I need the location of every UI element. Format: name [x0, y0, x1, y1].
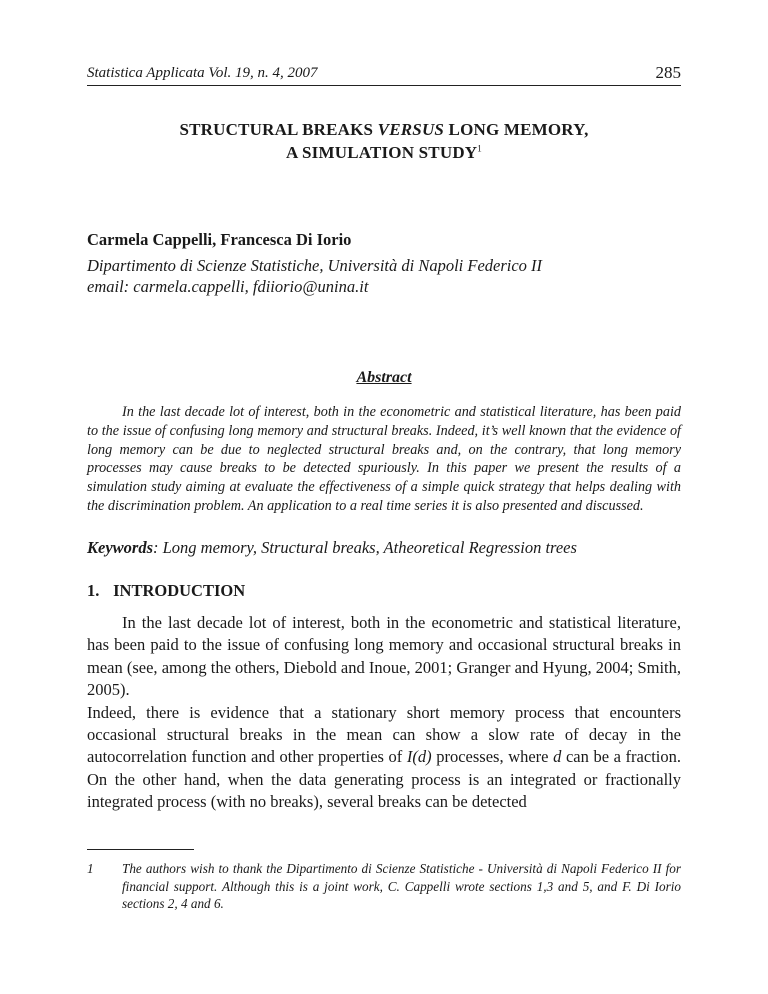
title-text-a: STRUCTURAL BREAKS — [179, 120, 378, 139]
title-line-1 — [87, 118, 681, 141]
title-footnote-ref[interactable]: 1 — [477, 143, 482, 154]
keywords-list: : Long memory, Structural breaks, Atheoretical Regression trees — [153, 538, 577, 557]
affiliation-institution: Dipartimento di Scienze Statistiche, Università di Napoli Federico II — [87, 256, 543, 275]
title-line-2 — [87, 141, 681, 164]
abstract-heading: Abstract — [356, 369, 412, 386]
affiliation — [87, 255, 542, 297]
keywords-label: Keywords — [87, 538, 153, 557]
paper-title — [87, 118, 681, 164]
author-list: Carmela Cappelli, Francesca Di Iorio — [87, 230, 352, 249]
body-text-segment: can be a fraction. On the other hand, when the data generating process is an integrated or fractionally integrated process (with no breaks), several breaks can be detected — [87, 747, 681, 812]
section-number: 1. — [87, 581, 100, 600]
title-text-b: LONG MEMORY, — [444, 120, 589, 139]
footnote-text: The authors wish to thank the Dipartimento di Scienze Statistiche - Università di Napoli Federico II for financial support. Although this is a joint work, C. Cappelli wrote sections 1,3 and 5, and F. Di Iorio sections 2, 4 and 6. — [122, 861, 681, 911]
body-paragraph-1: In the last decade lot of interest, both in the econometric and statistical literature, has been paid to the issue of confusing long memory and occasional structural breaks in mean (see, among the others, Diebold and Inoue, 2001; Granger and Hyung, 2004; Smith, 2005). — [87, 613, 681, 700]
body-text-segment: Indeed, there is evidence that a stationary short memory process that encounters occasional structural breaks in the mean can show a slow rate of decay in the autocorrelation function and other properties of — [87, 702, 681, 767]
running-header — [87, 63, 681, 86]
section-heading — [87, 581, 245, 601]
abstract-body: In the last decade lot of interest, both in the econometric and statistical literature, has been paid to the issue of confusing long memory and structural breaks. Indeed, it’s well known that the evidence of long memory can be due to neglected structural breaks and, on the contrary, that long memory processes may cause breaks to be detected spuriously. In this paper we present the results of a simulation study aiming at evaluate the effectiveness of a simple quick strategy that helps dealing with the discrimination problem. An application to a real time series it is also presented and discussed. — [87, 404, 681, 514]
footnote-divider — [87, 849, 194, 850]
title-emphasis: VERSUS — [377, 120, 445, 139]
footnote-mark: 1 — [87, 861, 94, 876]
footnote — [87, 860, 681, 913]
math-symbol: d — [553, 747, 562, 767]
journal-citation: Statistica Applicata Vol. 19, n. 4, 2007 — [87, 65, 318, 81]
page-number: 285 — [655, 63, 681, 82]
body-paragraph-2 — [87, 702, 681, 814]
affiliation-email: email: carmela.cappelli, fdiiorio@unina.it — [87, 277, 369, 296]
keywords-line — [87, 538, 681, 558]
section-title: INTRODUCTION — [113, 581, 246, 600]
section-body — [87, 612, 681, 814]
math-expression: I(d) — [406, 747, 432, 767]
body-text-segment: processes, where — [431, 747, 554, 767]
title-text-c: A SIMULATION STUDY — [286, 143, 478, 162]
